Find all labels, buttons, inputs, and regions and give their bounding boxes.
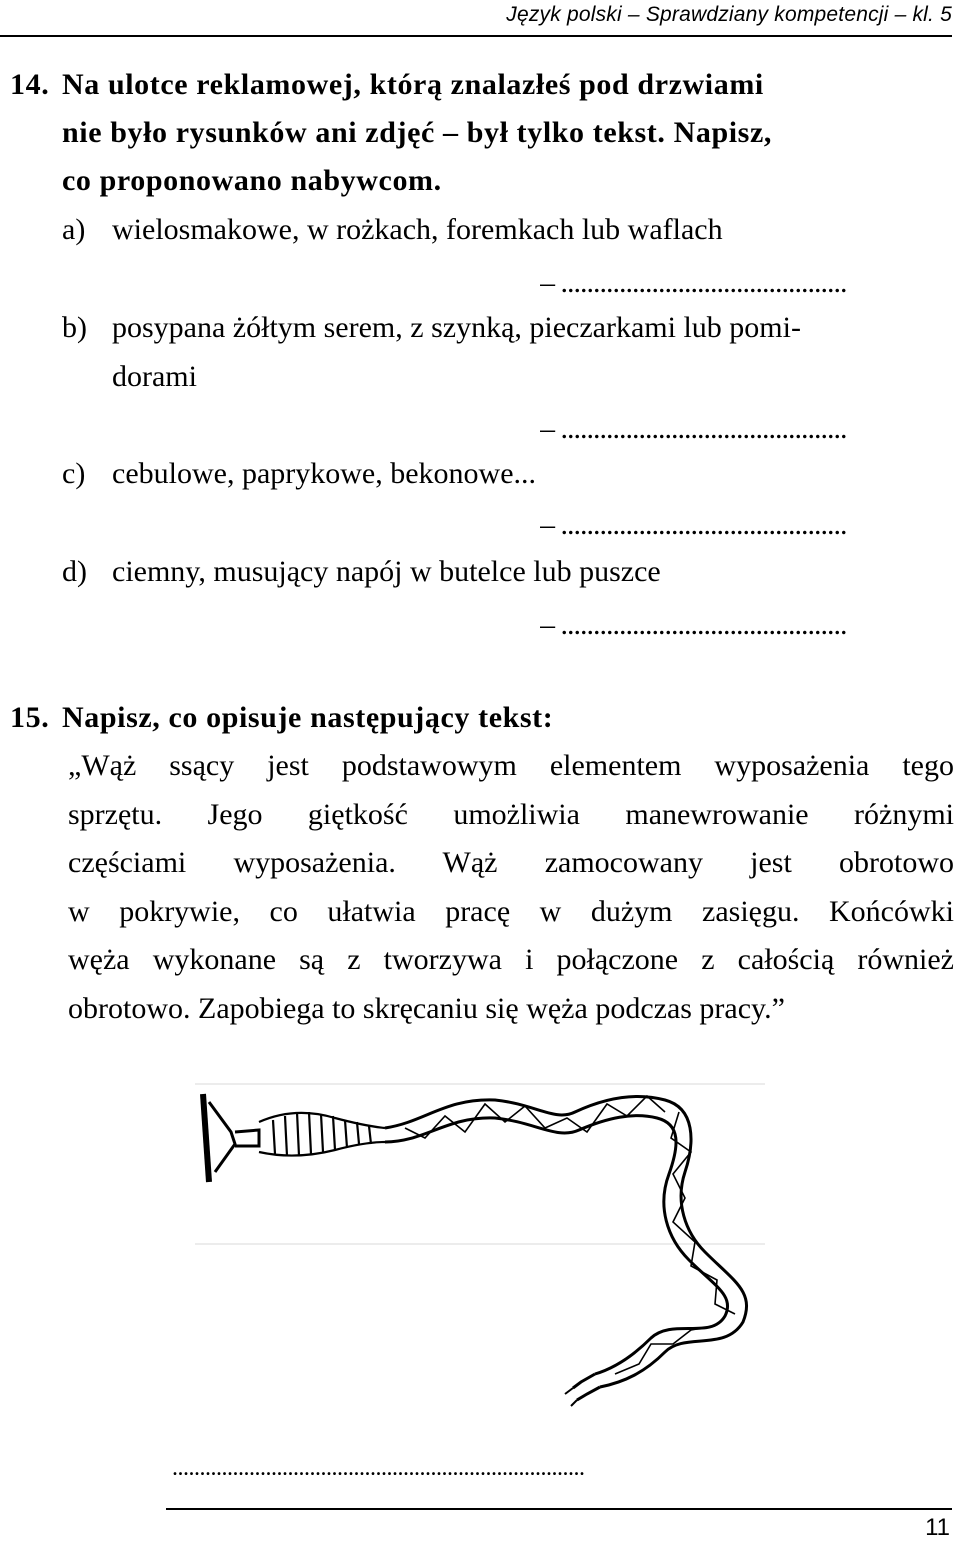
answer-line-a[interactable]: – ............................................ — [540, 268, 847, 298]
hose-end-fitting — [565, 1374, 600, 1406]
question-15-title: Napisz, co opisuje następujący tekst: — [62, 701, 554, 734]
question-15-prompt — [10, 694, 955, 742]
page-number: 11 — [925, 1514, 950, 1541]
question-14-item-b-continued: dorami — [112, 360, 197, 393]
hose-pattern — [405, 1096, 735, 1374]
question-14-item-d: d) ciemny, musujący napój w butelce lub puszce — [62, 555, 661, 588]
quote-line: częściami wyposażenia. Wąż zamocowany jest obrotowo — [68, 846, 954, 879]
answer-line-c[interactable]: – ............................................ — [540, 510, 847, 540]
hose-corrugated-section — [259, 1112, 385, 1156]
footer-divider — [166, 1508, 952, 1510]
quote-line: sprzętu. Jego giętkość umożliwia manewrowanie różnymi — [68, 797, 954, 831]
question-14-item-a: a) wielosmakowe, w rożkach, foremkach lub waflach — [62, 213, 723, 246]
question-14-line-2: nie było rysunków ani zdjęć – był tylko tekst. Napisz, — [62, 116, 772, 149]
hose-illustration — [195, 1082, 765, 1412]
question-14-number: 14. — [10, 68, 50, 101]
question-14-prompt — [10, 61, 955, 205]
hose-nozzle — [203, 1094, 259, 1182]
quote-line: węża wykonane są z tworzywa i połączone z całością również — [68, 943, 954, 976]
page-header — [0, 0, 960, 42]
question-15-number: 15. — [10, 701, 50, 734]
answer-line-d[interactable]: – ............................................ — [540, 610, 847, 640]
header-divider — [0, 35, 952, 37]
question-14-line-3: co proponowano nabywcom. — [62, 164, 442, 197]
question-14-item-c: c) cebulowe, paprykowe, bekonowe... — [62, 457, 537, 490]
hose-tube — [385, 1096, 747, 1387]
question-14-line-1: Na ulotce reklamowej, którą znalazłeś pod drzwiami — [62, 68, 764, 101]
quote-line: obrotowo. Zapobiega to skręcaniu się węża podczas pracy.” — [68, 991, 785, 1025]
header-title: Język polski – Sprawdziany kompetencji – kl. 5 — [506, 3, 952, 26]
question-14-item-b: b) posypana żółtym serem, z szynką, pieczarkami lub pomi- — [62, 311, 801, 344]
question-15-quote — [68, 742, 954, 1033]
answer-line-15[interactable]: ........................................................................... — [172, 1455, 585, 1481]
quote-line: w pokrywie, co ułatwia pracę w dużym zasięgu. Końcówki — [68, 894, 954, 928]
answer-line-b[interactable]: – ............................................ — [540, 414, 847, 444]
quote-line: „Wąż ssący jest podstawowym elementem wyposażenia tego — [68, 749, 954, 782]
